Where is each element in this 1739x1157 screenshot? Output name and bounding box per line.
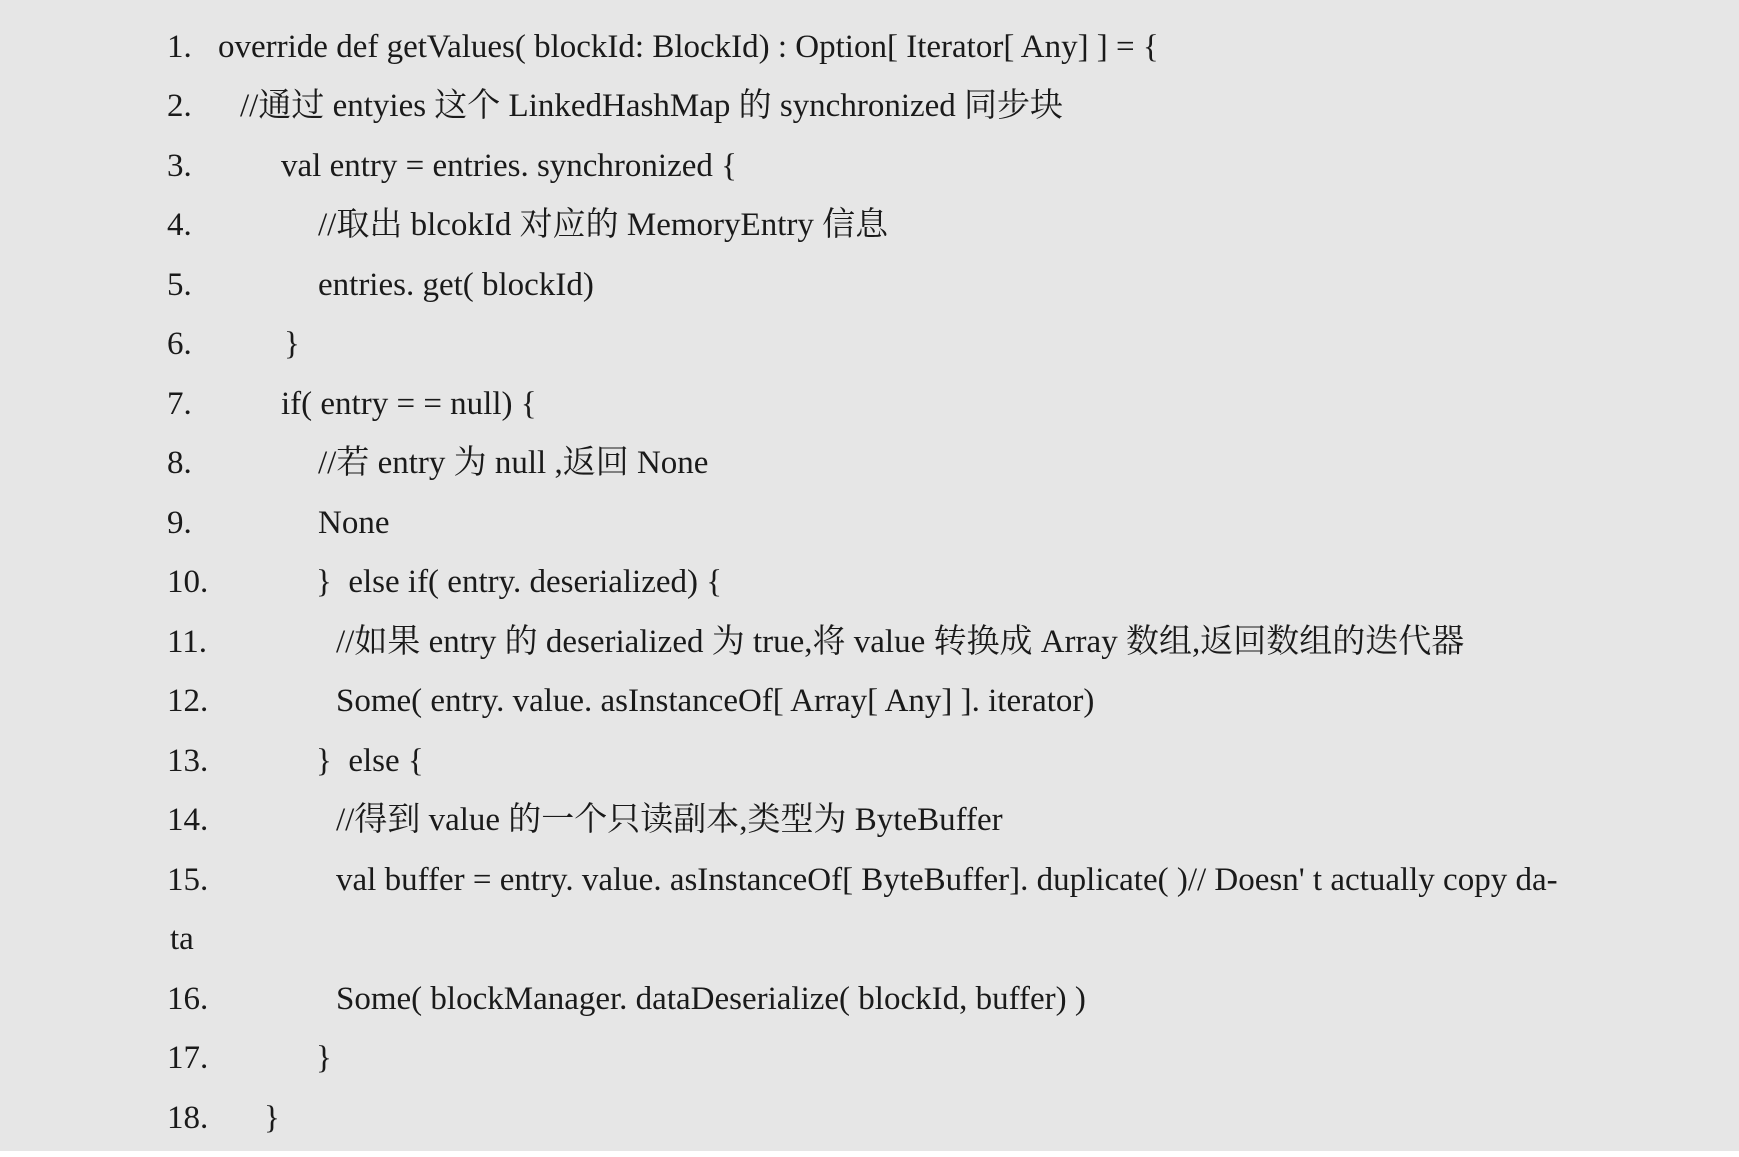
code-line-3 xyxy=(0,136,1739,196)
code-line-9 xyxy=(0,493,1739,553)
line-number: 14. xyxy=(167,802,209,838)
line-text: //若 entry 为 null ,返回 None xyxy=(318,445,709,481)
line-number: 10. xyxy=(167,564,209,600)
line-text: } else if( entry. deserialized) { xyxy=(316,564,723,600)
line-wrap-text: ta xyxy=(170,921,194,957)
line-text: } else { xyxy=(316,743,424,779)
line-text: //如果 entry 的 deserialized 为 true,将 value 转换成 Array 数组,返回数组的迭代器 xyxy=(336,624,1465,660)
code-line-15-continuation xyxy=(0,909,1739,969)
code-line-15 xyxy=(0,850,1739,910)
line-text: } xyxy=(316,1040,332,1076)
line-text: //通过 entyies 这个 LinkedHashMap 的 synchronized 同步块 xyxy=(240,88,1064,124)
line-text: //得到 value 的一个只读副本,类型为 ByteBuffer xyxy=(336,802,1003,838)
code-line-4 xyxy=(0,195,1739,255)
line-number: 1. xyxy=(167,29,192,65)
line-number: 4. xyxy=(167,207,192,243)
line-number: 11. xyxy=(167,624,208,660)
line-number: 12. xyxy=(167,683,209,719)
code-line-12 xyxy=(0,671,1739,731)
line-number: 13. xyxy=(167,743,209,779)
code-line-7 xyxy=(0,374,1739,434)
line-number: 9. xyxy=(167,505,192,541)
line-text: Some( blockManager. dataDeserialize( blockId, buffer) ) xyxy=(336,981,1086,1017)
code-line-5 xyxy=(0,255,1739,315)
line-number: 15. xyxy=(167,862,209,898)
code-line-13 xyxy=(0,731,1739,791)
code-line-8 xyxy=(0,433,1739,493)
line-text: //取出 blcokId 对应的 MemoryEntry 信息 xyxy=(318,207,889,243)
line-text: entries. get( blockId) xyxy=(318,267,594,303)
code-line-14 xyxy=(0,790,1739,850)
code-line-11 xyxy=(0,612,1739,672)
line-number: 3. xyxy=(167,148,192,184)
line-text: override def getValues( blockId: BlockId) : Option[ Iterator[ Any] ] = { xyxy=(218,29,1159,65)
line-number: 18. xyxy=(167,1100,209,1136)
code-line-17 xyxy=(0,1028,1739,1088)
line-text: val buffer = entry. value. asInstanceOf[ ByteBuffer]. duplicate( )// Doesn' t actually copy da- xyxy=(336,862,1558,898)
code-line-18 xyxy=(0,1088,1739,1148)
line-number: 16. xyxy=(167,981,209,1017)
line-text: val entry = entries. synchronized { xyxy=(281,148,737,184)
line-text: if( entry = = null) { xyxy=(281,386,537,422)
code-line-16 xyxy=(0,969,1739,1029)
line-number: 7. xyxy=(167,386,192,422)
line-number: 6. xyxy=(167,326,192,362)
code-line-10 xyxy=(0,552,1739,612)
line-number: 2. xyxy=(167,88,192,124)
line-number: 17. xyxy=(167,1040,209,1076)
code-line-2 xyxy=(0,76,1739,136)
line-text: } xyxy=(284,326,300,362)
line-number: 8. xyxy=(167,445,192,481)
code-line-1 xyxy=(0,17,1739,77)
line-text: Some( entry. value. asInstanceOf[ Array[ Any] ]. iterator) xyxy=(336,683,1095,719)
line-text: } xyxy=(264,1100,280,1136)
code-line-6 xyxy=(0,314,1739,374)
line-text: None xyxy=(318,505,390,541)
line-number: 5. xyxy=(167,267,192,303)
